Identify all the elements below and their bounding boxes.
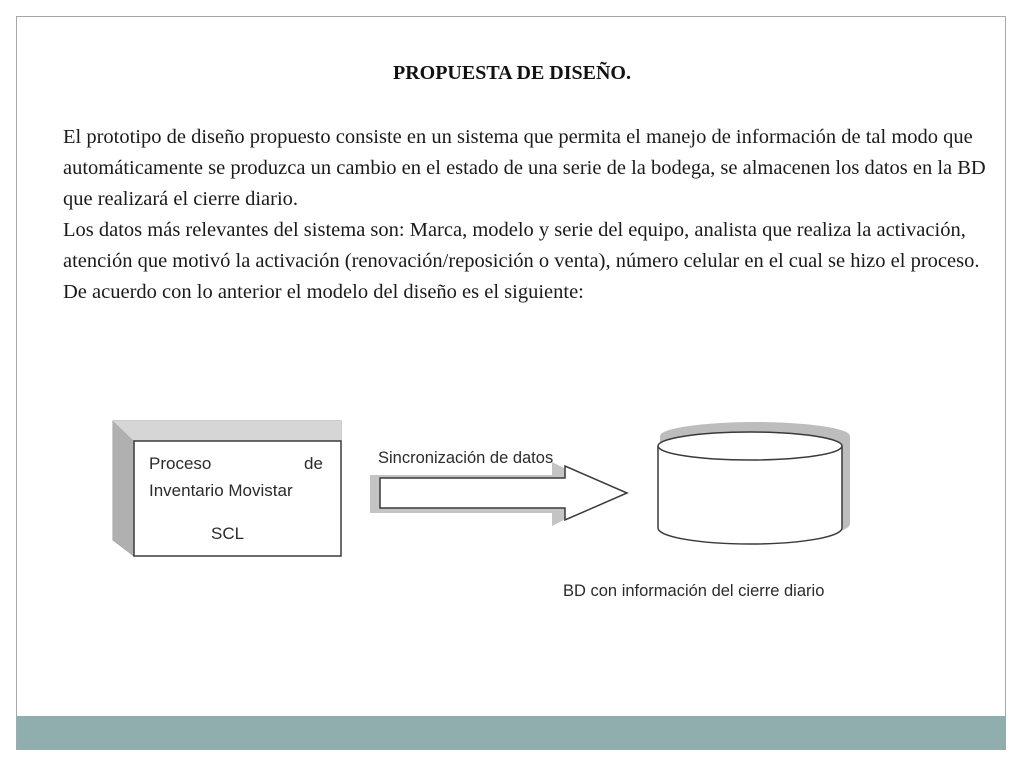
process-box-top	[113, 421, 341, 441]
paragraph-prototype: El prototipo de diseño propuesto consiste en un sistema que permita el manejo de información de tal modo que automáticamente se produzca un cambio en el estado de una serie de la bodega, se almacenen los datos en la BD que realizará el cierre diario.	[63, 126, 986, 210]
paragraph-relevant-data: Los datos más relevantes del sistema son: Marca, modelo y serie del equipo, analista que realiza la activación, atención que motivó la activación (renovación/reposición o venta), número celular en el cual se hizo el proceso.	[63, 219, 980, 272]
paragraph-model-intro: De acuerdo con lo anterior el modelo del diseño es el siguiente:	[63, 281, 584, 303]
slide-title: PROPUESTA DE DISEÑO.	[392, 62, 631, 84]
database-top	[658, 432, 842, 460]
database-cylinder	[658, 422, 850, 544]
process-box-side	[113, 421, 134, 556]
process-label-de: de	[304, 454, 323, 473]
arrow-label: Sincronización de datos	[378, 449, 554, 467]
database-label: BD con información del cierre diario	[563, 582, 825, 600]
process-label-inventario: Inventario Movistar	[149, 481, 293, 500]
process-label-scl: SCL	[211, 524, 245, 543]
process-label-proceso: Proceso	[149, 454, 212, 473]
sync-arrow	[370, 462, 627, 526]
